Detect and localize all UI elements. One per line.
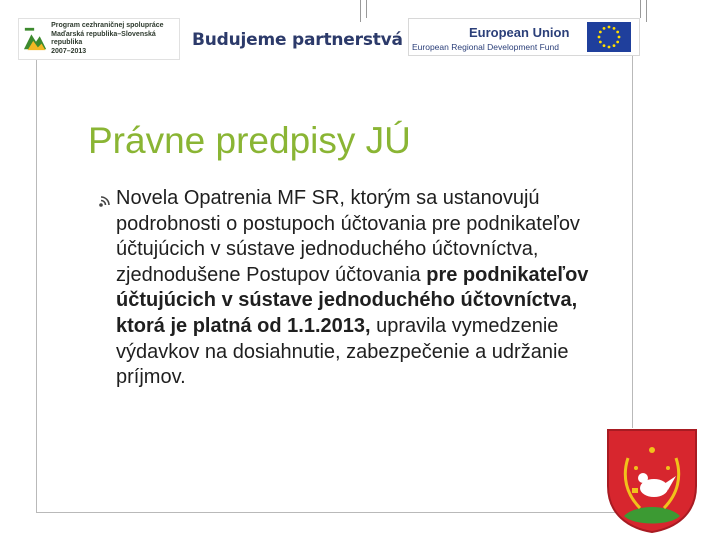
eu-subtitle: European Regional Development Fund: [412, 42, 559, 52]
eu-star-icon: [616, 31, 619, 34]
coat-of-arms-icon: [606, 428, 698, 534]
frame-line-bottom: [36, 512, 632, 513]
program-logo: [18, 18, 180, 60]
eu-title: European Union: [469, 25, 570, 40]
eu-star-icon: [598, 36, 601, 39]
eu-star-icon: [608, 26, 611, 29]
eu-star-icon: [616, 41, 619, 44]
eu-star-icon: [599, 41, 602, 44]
bullet-text-part: upravila vymedzenie výdavkov na dosiahnutie, zabezpečenie a udržanie príjmov.: [116, 314, 569, 389]
mountain-logo-icon: [23, 24, 47, 54]
bullet-text-part: Novela Opatrenia MF SR, ktorým sa ustanovujú podrobnosti o postupoch účtovania pre podnikateľov účtujúcich v sústave jednoduchého účtovníctva, zjednodušene Postupov účtovania: [116, 187, 580, 286]
program-line: 2007–2013: [51, 47, 87, 55]
eu-star-icon: [613, 44, 616, 47]
frame-line-decor: [360, 0, 361, 22]
eu-flag-icon: [587, 22, 631, 52]
bullet-text-bold: pre podnikateľov účtujúcich v sústave jednoduchého účtovníctva, ktorá je platná od 1.1.2013,: [116, 263, 589, 337]
slide-title: Právne predpisy JÚ: [88, 120, 411, 161]
eu-star-icon: [608, 46, 611, 49]
frame-line-decor: [640, 0, 641, 18]
eu-star-icon: [599, 31, 602, 34]
eu-star-icon: [603, 44, 606, 47]
eu-star-icon: [618, 36, 621, 39]
wifi-bullet-icon: [98, 194, 114, 208]
program-line: Program cezhraničnej spolupráce: [51, 22, 164, 29]
eu-star-icon: [613, 27, 616, 30]
eu-logo: [408, 18, 640, 56]
frame-line-decor: [366, 0, 367, 18]
bullet-text: [116, 186, 602, 391]
frame-line-left: [36, 50, 37, 512]
partnership-slogan: Budujeme partnerstvá: [192, 30, 403, 50]
frame-line-right: [632, 50, 633, 428]
eu-star-icon: [603, 27, 606, 30]
program-text: [51, 22, 179, 56]
program-line: Maďarská republika–Slovenská republika: [51, 30, 156, 46]
frame-line-decor: [646, 0, 647, 22]
